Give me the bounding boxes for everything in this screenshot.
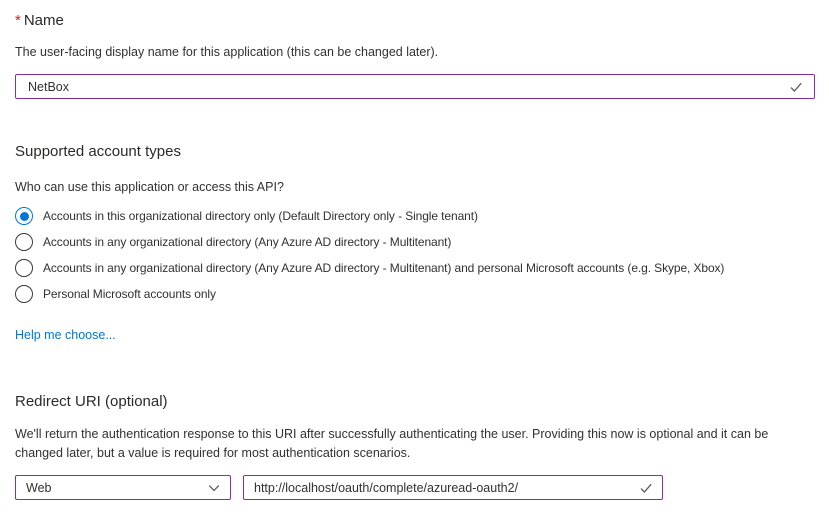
radio-unselected-icon[interactable] bbox=[15, 233, 33, 251]
redirect-uri-input[interactable] bbox=[244, 476, 638, 499]
required-asterisk: * bbox=[15, 12, 21, 29]
account-types-question: Who can use this application or access this API? bbox=[15, 180, 284, 194]
radio-unselected-icon[interactable] bbox=[15, 285, 33, 303]
radio-single-tenant-label: Accounts in this organizational directory only (Default Directory only - Single tenant) bbox=[43, 209, 478, 223]
account-types-radio-group bbox=[15, 203, 815, 307]
checkmark-icon bbox=[788, 79, 804, 95]
name-field-label: Name bbox=[23, 12, 64, 29]
radio-personal-only-label: Personal Microsoft accounts only bbox=[43, 287, 216, 301]
checkmark-icon bbox=[638, 480, 654, 496]
name-field-heading bbox=[15, 11, 815, 31]
radio-selected-icon[interactable] bbox=[15, 207, 33, 225]
redirect-uri-description: We'll return the authentication response to this URI after successfully authenticating the user. Providing this now is optional and it can be changed later, but a value is required for most authentication scenarios. bbox=[15, 427, 769, 460]
redirect-uri-row bbox=[15, 475, 815, 500]
name-input[interactable] bbox=[16, 75, 788, 98]
platform-select[interactable] bbox=[15, 475, 231, 500]
name-field-description: The user-facing display name for this application (this can be changed later). bbox=[15, 45, 439, 59]
name-input-container bbox=[15, 74, 815, 99]
platform-select-value: Web bbox=[26, 480, 52, 495]
app-registration-form bbox=[0, 11, 829, 500]
radio-multitenant-label: Accounts in any organizational directory (Any Azure AD directory - Multitenant) bbox=[43, 235, 452, 249]
redirect-uri-input-container bbox=[243, 475, 663, 500]
radio-single-tenant[interactable] bbox=[15, 203, 815, 229]
radio-multitenant[interactable] bbox=[15, 229, 815, 255]
radio-multitenant-personal[interactable] bbox=[15, 255, 815, 281]
radio-unselected-icon[interactable] bbox=[15, 259, 33, 277]
chevron-down-icon bbox=[207, 481, 221, 495]
radio-personal-only[interactable] bbox=[15, 281, 815, 307]
help-me-choose-link[interactable]: Help me choose... bbox=[15, 328, 116, 342]
radio-multitenant-personal-label: Accounts in any organizational directory (Any Azure AD directory - Multitenant) and personal Microsoft accounts (e.g. Skype, Xbox) bbox=[43, 261, 725, 275]
redirect-uri-heading: Redirect URI (optional) bbox=[15, 393, 168, 410]
supported-account-types-heading: Supported account types bbox=[15, 143, 181, 160]
